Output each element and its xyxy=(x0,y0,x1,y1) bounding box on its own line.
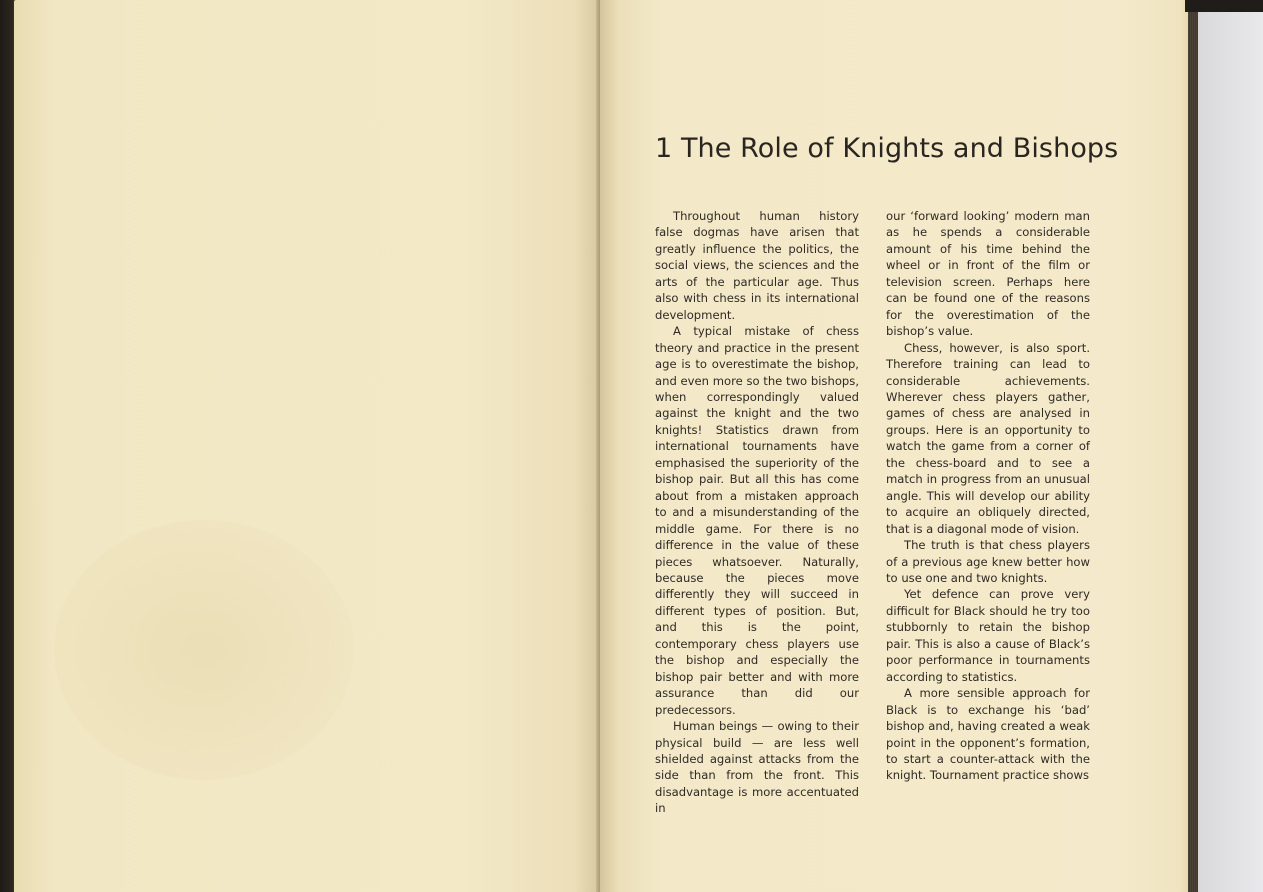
paragraph: A more sensible approach for Black is to exchange his ‘bad’ bishop and, having created a weak point in the opponent’s formation, to start a counter-attack with the knight. Tournament practice shows xyxy=(886,686,1090,783)
paragraph: Yet defence can prove very difficult for Black should he try too stubbornly to retain the bishop pair. This is also a cause of Black’s poor performance in tournaments according to statistics. xyxy=(886,587,1090,684)
right-page xyxy=(600,0,1190,892)
text-column-right xyxy=(886,208,1090,784)
text-column-left xyxy=(655,208,859,817)
paragraph: our ‘forward looking’ modern man as he spends a considerable amount of his time behind the wheel or in front of the film or television screen. Perhaps here can be found one of the reasons for the overestimation of the bishop’s value. xyxy=(886,209,1090,339)
paragraph: A typical mistake of chess theory and practice in the present age is to overestimate the bishop, and even more so the two bishops, when correspondingly valued against the knight and the two knights! Statistics drawn from international tournaments have emphasised the superiority of the bishop pair. But all this has come about from a mistaken approach to and a misunderstanding of the middle game. For there is no difference in the value of these pieces whatsoever. Naturally, because the pieces move differently they will succeed in different types of position. But, and this is the point, contemporary chess players use the bishop and especially the bishop pair better and with more assurance than did our predecessors. xyxy=(655,324,859,717)
paragraph: Human beings — owing to their physical build — are less well shielded against attacks from the side than from the front. This disadvantage is more accentuated in xyxy=(655,719,859,816)
scanner-shadow xyxy=(1185,0,1263,12)
chapter-title: 1 The Role of Knights and Bishops xyxy=(655,133,1119,164)
paper-stain xyxy=(54,520,354,780)
paragraph: Throughout human history false dogmas have arisen that greatly influence the politics, the social views, the sciences and the arts of the particular age. Thus also with chess in its international development. xyxy=(655,209,859,322)
paragraph: Chess, however, is also sport. Therefore training can lead to considerable achievements. Wherever chess players gather, games of chess are analysed in groups. Here is an opportunity to watch the game from a corner of the chess-board and to see a match in progress from an unusual angle. This will develop our ability to acquire an obliquely directed, that is a diagonal mode of vision. xyxy=(886,340,1090,536)
scanner-background xyxy=(1198,0,1263,892)
page-edges xyxy=(1188,6,1198,892)
paragraph: The truth is that chess players of a previous age knew better how to use one and two knights. xyxy=(886,538,1090,585)
left-page xyxy=(14,0,600,892)
